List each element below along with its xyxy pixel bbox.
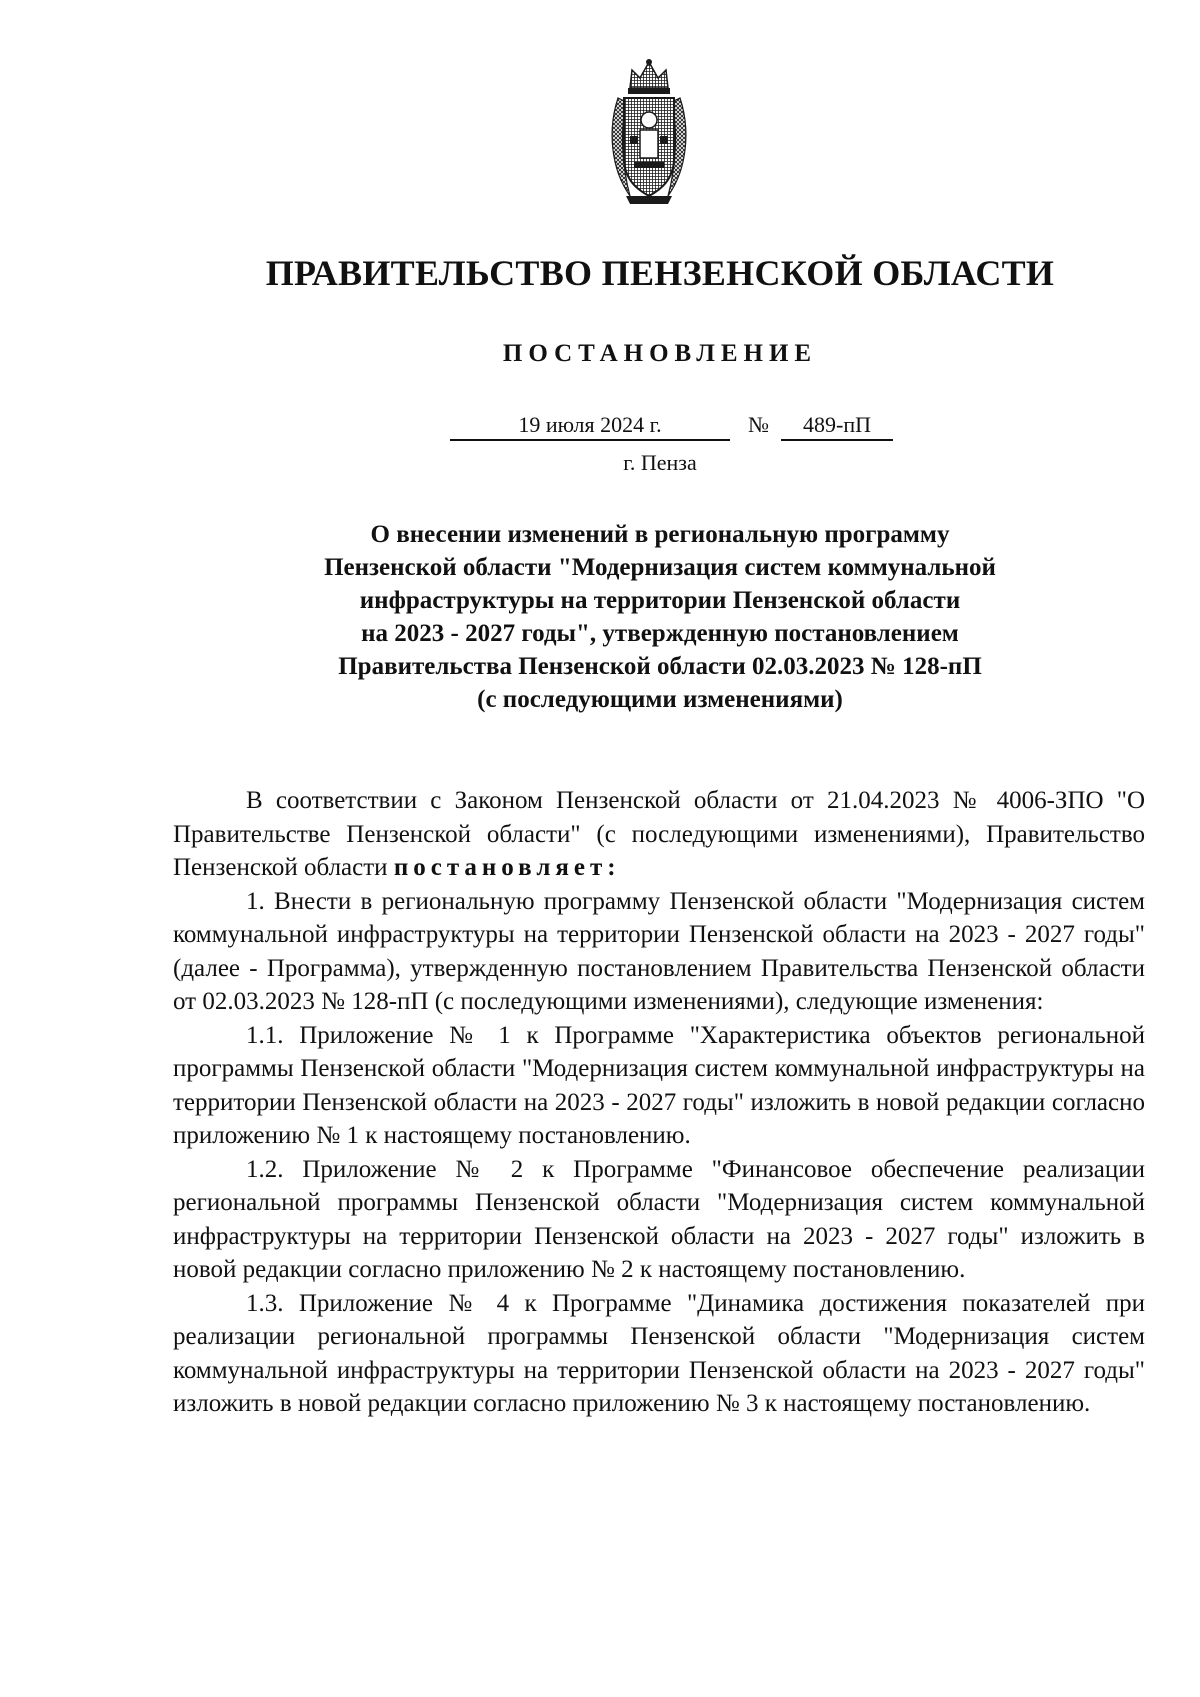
subject-line: инфраструктуры на территории Пензенской области: [359, 587, 961, 614]
document-subject: [200, 518, 1120, 716]
subject-line: на 2023 - 2027 годы", утвержденную постановлением: [361, 620, 959, 647]
document-date: 19 июля 2024 г.: [450, 412, 730, 441]
document-number: 489-пП: [781, 412, 893, 441]
preamble-text: В соответствии с Законом Пензенской области от 21.04.2023 № 4006-ЗПО "О Правительстве Пензенской области" (с последующими изменениями), Правительство Пензенской области: [173, 787, 1145, 881]
subject-line: (с последующими изменениями): [477, 686, 843, 713]
city-line: г. Пенза: [623, 450, 697, 475]
organization-title: ПРАВИТЕЛЬСТВО ПЕНЗЕНСКОЙ ОБЛАСТИ: [265, 253, 1055, 293]
number-sign: №: [748, 412, 769, 437]
subject-line: Правительства Пензенской области 02.03.2023 № 128-пП: [338, 653, 982, 680]
coat-of-arms-emblem-icon: [600, 58, 698, 208]
decree-word: постановляет:: [393, 854, 621, 881]
body-paragraph: 1. Внести в региональную программу Пензенской области "Модернизация систем коммунальной инфраструктуры на территории Пензенской области на 2023 - 2027 годы" (далее - Программа), утвержденную постановлением Правительства Пензенской области от 02.03.2023 № 128-пП (с последующими изменениями), следующие изменения:: [173, 887, 1145, 1015]
subject-line: О внесении изменений в региональную программу: [370, 521, 950, 548]
subject-line: Пензенской области "Модернизация систем коммунальной: [324, 554, 996, 581]
body-paragraph: 1.3. Приложение № 4 к Программе "Динамика достижения показателей при реализации региональной программы Пензенской области "Модернизация систем коммунальной инфраструктуры на территории Пензенской области на 2023 - 2027 годы" изложить в новой редакции согласно приложению № 3 к настоящему постановлению.: [173, 1289, 1145, 1417]
body-paragraph: 1.2. Приложение № 2 к Программе "Финансовое обеспечение реализации региональной программы Пензенской области "Модернизация систем коммунальной инфраструктуры на территории Пензенской области на 2023 - 2027 годы" изложить в новой редакции согласно приложению № 2 к настоящему постановлению.: [173, 1155, 1145, 1283]
document-type-heading: ПОСТАНОВЛЕНИЕ: [502, 340, 818, 367]
preamble-paragraph: [173, 784, 1145, 885]
document-body: [173, 784, 1145, 1421]
body-paragraph: 1.1. Приложение № 1 к Программе "Характеристика объектов региональной программы Пензенской области "Модернизация систем коммунальной инфраструктуры на территории Пензенской области на 2023 - 2027 годы" изложить в новой редакции согласно приложению № 1 к настоящему постановлению.: [173, 1021, 1145, 1149]
